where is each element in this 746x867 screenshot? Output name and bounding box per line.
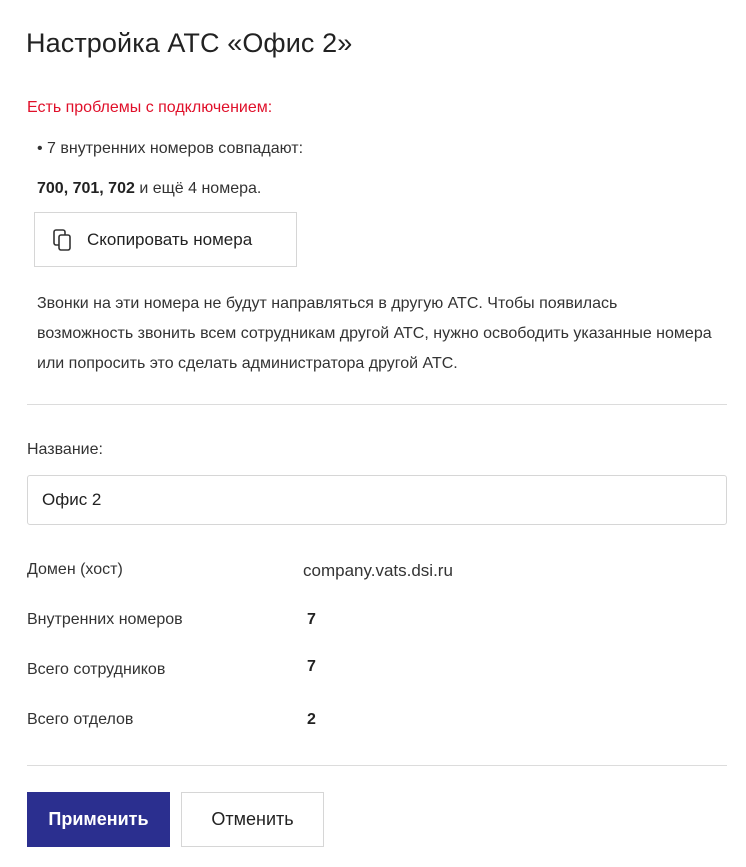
copy-numbers-button[interactable]: [34, 212, 297, 267]
employees-label: Всего сотрудников: [27, 661, 166, 678]
employees-value: 7: [307, 658, 316, 675]
extensions-label: Внутренних номеров: [27, 611, 183, 628]
cancel-button[interactable]: Отменить: [181, 792, 324, 847]
connection-error-heading: Есть проблемы с подключением:: [27, 99, 273, 116]
name-label: Название:: [27, 441, 103, 458]
duplicate-numbers-bullet: • 7 внутренних номеров совпадают:: [37, 140, 304, 157]
apply-button[interactable]: Применить: [27, 792, 170, 847]
domain-value: company.vats.dsi.ru: [303, 561, 453, 580]
domain-label: Домен (хост): [27, 561, 123, 578]
name-input[interactable]: [27, 475, 727, 525]
duplicate-numbers-rest: и ещё 4 номера.: [134, 180, 262, 197]
departments-value: 2: [307, 711, 316, 728]
duplicate-numbers-bold: 700, 701, 702: [37, 180, 135, 197]
duplicate-numbers-list: [37, 180, 261, 198]
departments-label: Всего отделов: [27, 711, 134, 728]
extensions-value: 7: [307, 611, 316, 628]
copy-numbers-label: Скопировать номера: [87, 229, 253, 249]
copy-icon: [51, 228, 75, 252]
warning-note: Звонки на эти номера не будут направляться в другую АТС. Чтобы появилась возможность звонить всем сотрудникам другой АТС, нужно освободить указанные номера или попросить это сделать администратора другой АТС.: [37, 295, 712, 372]
divider-top: [27, 404, 727, 405]
divider-bottom: [27, 765, 727, 766]
page-title: Настройка АТС «Офис 2»: [26, 28, 353, 58]
